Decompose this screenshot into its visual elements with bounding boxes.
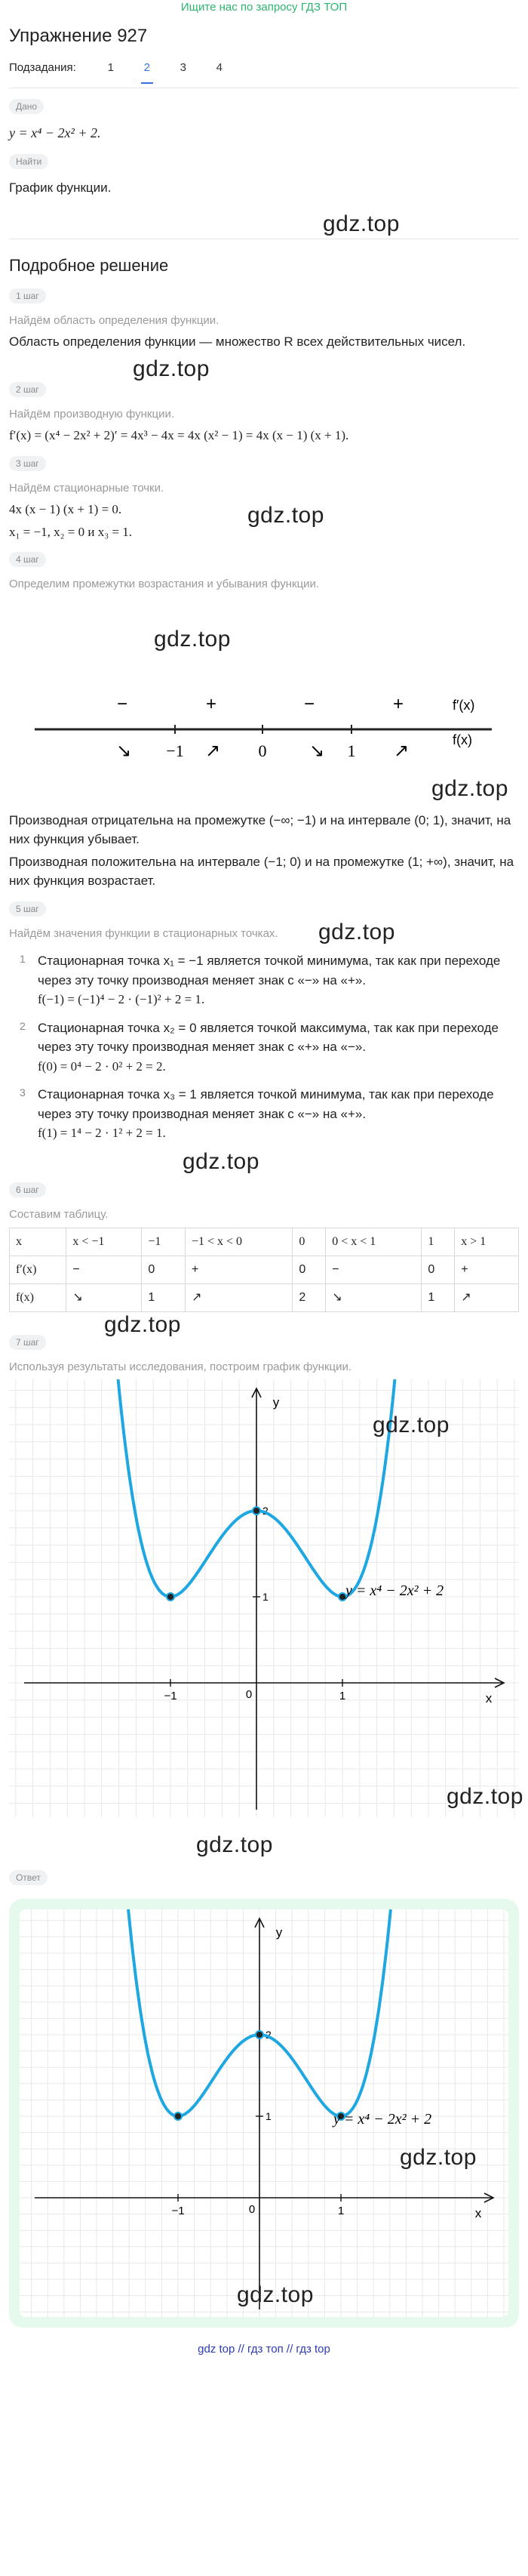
extrema-list [9,951,519,1143]
sign-label: + [392,693,404,714]
table-cell: 0 [293,1256,326,1284]
x-tick-label: 1 [337,2204,345,2217]
table-cell: ↗ [185,1284,292,1312]
step-hint: Определим промежутки возрастания и убывания функции. [9,578,320,590]
item-number: 2 [20,1019,26,1032]
table-cell: − [66,1256,142,1284]
watermark: gdz.top [431,775,508,801]
stationary-roots: x₁ = −1, x₂ = 0 и x₃ = 1. [9,524,132,539]
wm-row [9,201,519,236]
table-cell: 1 [422,1284,455,1312]
tab-4[interactable]: 4 [216,60,223,74]
extremum-point [256,2031,263,2038]
sign-label: + [205,693,217,714]
table-cell: −1 < x < 0 [185,1228,292,1256]
extremum-point [253,1507,260,1514]
arrow-label: ↘ [309,740,325,761]
watermark: gdz.top [247,502,324,528]
graph-svg [20,1909,508,2317]
item-formula: f(1) = 1⁴ − 2 · 1² + 2 = 1. [38,1126,166,1140]
x-tick-label: 1 [339,1689,346,1702]
wm-row [9,355,519,381]
sign-label: − [303,693,315,714]
point-label: 1 [347,741,356,760]
y-tick-label: 2 [262,1504,269,1517]
table-cell: 0 [293,1228,326,1256]
table-cell: f′(x) [10,1256,66,1284]
decrease-text: Производная отрицательна на промежутке (−∞; −1) и на интервале (0; 1), значит, на них функция убывает. [9,812,511,846]
list-item [9,1018,519,1077]
derivative-axis-label: f′(x) [453,697,475,713]
watermark: gdz.top [373,1412,450,1437]
extremum-point [167,1593,174,1601]
curve-label: y = x⁴ − 2x² + 2 [345,1582,444,1599]
y-axis-label: y [275,1924,283,1940]
subtask-tabs [9,51,519,85]
arrow-label: ↗ [393,740,410,761]
stationary-equation: 4x (x − 1) (x + 1) = 0. [9,502,122,516]
step-hint: Составим таблицу. [9,1207,109,1221]
step-badge: 7 шаг [9,1335,46,1350]
table-cell: − [326,1256,422,1284]
tab-2[interactable]: 2 [129,60,165,77]
item-formula: f(−1) = (−1)⁴ − 2 · (−1)² + 2 = 1. [38,992,205,1006]
watermark: gdz.top [323,211,400,236]
step-badge: 6 шаг [9,1182,46,1197]
wm-row [9,1148,519,1175]
watermark: gdz.top [447,1783,523,1809]
watermark: gdz.top [133,356,210,381]
given-formula: y = x⁴ − 2x² + 2. [9,125,101,140]
increase-text: Производная положительна на интервале (−1; 0) и на промежутке (1; +∞), значит, на них функция возрастает. [9,854,514,888]
subtask-tabs-label: Подзадания: [9,60,76,74]
table-cell: −1 [142,1228,186,1256]
y-tick-label: 2 [266,2028,272,2041]
wm-row [9,775,519,808]
table-row [10,1256,519,1284]
wm-row [9,1312,519,1337]
find-text: График функции. [9,180,112,195]
step-badge: 1 шаг [9,288,46,304]
y-tick-label: 1 [262,1590,269,1603]
curve-label: y = x⁴ − 2x² + 2 [333,2110,432,2128]
table-cell: ↗ [455,1284,519,1312]
table-cell: f(x) [10,1284,66,1312]
y-axis-label: y [272,1394,280,1410]
answer-badge: Ответ [9,1870,48,1885]
origin-label: 0 [245,1687,253,1701]
x-tick-label: −1 [171,2204,185,2217]
item-number: 1 [20,953,26,965]
function-graph [9,1379,523,1817]
function-axis-label: f(x) [453,732,472,747]
table-row [10,1284,519,1312]
table-cell: 0 [422,1256,455,1284]
item-formula: f(0) = 0⁴ − 2 · 0² + 2 = 2. [38,1058,166,1074]
watermark: gdz.top [183,1148,259,1174]
list-item [9,1085,519,1143]
watermark: gdz.top [196,1832,273,1857]
given-badge: Дано [9,99,44,114]
sign-label: − [116,693,128,714]
watermark: gdz.top [318,920,395,944]
monotonicity-table [9,1228,519,1312]
answer-block [9,1899,519,2328]
step-hint: Найдём область определения функции. [9,313,219,327]
watermark: gdz.top [400,2144,477,2170]
y-tick-label: 1 [266,2109,272,2122]
step-hint: Найдём производную функции. [9,407,174,421]
arrow-label: ↗ [204,740,221,761]
table-cell: 1 [422,1228,455,1256]
derivative-formula: f′(x) = (x⁴ − 2x² + 2)′ = 4x³ − 4x = 4x (x² − 1) = 4x (x − 1) (x + 1). [9,428,349,442]
step-badge: 5 шаг [9,901,46,917]
point-label: 0 [258,741,267,760]
table-cell: 0 < x < 1 [326,1228,422,1256]
arrow-label: ↘ [115,740,132,761]
sign-chart [9,596,519,785]
page-title: Упражнение 927 [9,26,148,46]
item-text: Стационарная точка x₂ = 0 является точкой максимума, так как при переходе через эту точку производная меняет знак с «+» на «−». [38,1020,499,1054]
step-badge: 4 шаг [9,552,46,567]
x-axis-label: x [474,2205,482,2220]
table-cell: + [185,1256,292,1284]
table-row [10,1228,519,1256]
table-cell: 2 [293,1284,326,1312]
graph-svg [9,1379,519,1817]
answer-graph [20,1909,508,2317]
table-cell: 1 [142,1284,186,1312]
point-label: −1 [166,741,184,760]
table-cell: ↘ [326,1284,422,1312]
wm-row [9,1817,519,1863]
extremum-point [174,2112,182,2120]
table-cell: + [455,1256,519,1284]
item-number: 3 [20,1086,26,1098]
watermark: gdz.top [104,1312,181,1337]
footer-links[interactable]: gdz top // гдз топ // гдз top [198,2342,330,2356]
tab-3[interactable]: 3 [180,60,186,74]
step-badge: 3 шаг [9,456,46,471]
step-hint: Используя результаты исследования, построим график функции. [9,1360,351,1373]
step-text: Область определения функции — множество R всех действительных чисел. [9,334,466,349]
list-item [9,951,519,1009]
item-text: Стационарная точка x₃ = 1 является точкой минимума, так как при переходе через эту точку производная меняет знак с «−» на «+». [38,1087,494,1121]
step-hint: Найдём значения функции в стационарных точках. [9,926,278,940]
sign-line-svg [9,596,519,785]
search-banner: Ищите нас по запросу ГДЗ ТОП [180,1,348,14]
table-cell: 0 [142,1256,186,1284]
origin-label: 0 [248,2202,256,2216]
x-axis-label: x [485,1690,493,1706]
find-badge: Найти [9,154,48,169]
table-cell: x < −1 [66,1228,142,1256]
x-tick-label: −1 [164,1689,177,1702]
item-text: Стационарная точка x₁ = −1 является точкой минимума, так как при переходе через эту точку производная меняет знак с «−» на «+». [38,954,501,988]
table-cell: x [10,1228,66,1256]
page-content [0,23,528,2364]
watermark: gdz.top [237,2282,314,2307]
watermark: gdz.top [154,626,231,652]
step-badge: 2 шаг [9,382,46,397]
table-cell: ↘ [66,1284,142,1312]
tab-1[interactable]: 1 [107,60,114,74]
solution-title: Подробное решение [9,255,169,275]
table-cell: x > 1 [455,1228,519,1256]
step-hint: Найдём стационарные точки. [9,481,164,495]
